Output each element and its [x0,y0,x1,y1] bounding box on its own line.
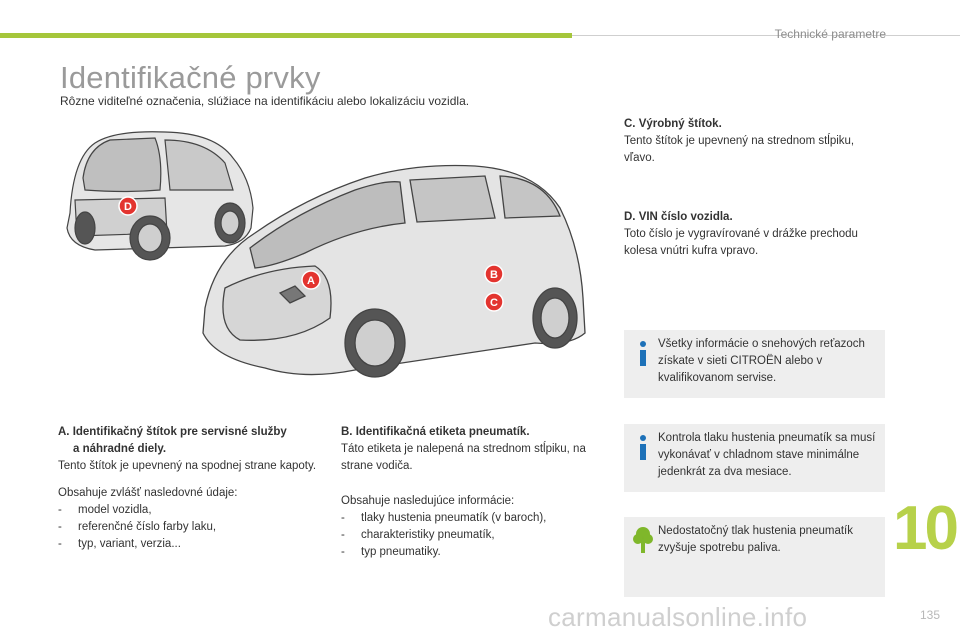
tree-icon [632,525,654,555]
eco-box-fuel-consumption [624,517,885,597]
info-icon [632,432,654,462]
marker-a [302,271,320,289]
header-divider [572,35,960,36]
list-item: - charakteristiky pneumatík, [341,527,603,544]
list-item: - referenčné číslo farby laku, [58,519,320,536]
marker-c-label: C [490,297,498,309]
section-b-list [341,510,603,561]
section-c [624,116,884,167]
watermark: carmanualsonline.info [548,602,808,632]
section-a-list-intro: Obsahuje zvlášť nasledovné údaje: [58,487,238,499]
section-a-text: Tento štítok je upevnený na spodnej strane kapoty. [58,460,317,472]
section-c-heading: C. Výrobný štítok. [624,118,722,130]
info-icon [632,338,654,368]
info-box-snow-chains [624,330,885,398]
section-a-heading: A. Identifikačný štítok pre servisné služby [58,426,287,438]
section-a [58,424,320,553]
marker-a-label: A [307,275,315,287]
section-d-text: Toto číslo je vygravírované v drážke prechodu kolesa vnútri kufra vpravo. [624,228,858,257]
section-d [624,209,884,260]
section-b-heading: B. Identifikačná etiketa pneumatík. [341,426,530,438]
header-accent-bar [0,33,572,38]
info-box-snow-chains-text: Všetky informácie o snehových reťazoch získate v sieti CITROËN alebo v kvalifikovanom servise. [658,338,865,384]
marker-b-label: B [490,269,498,281]
section-b [341,424,603,561]
section-title: Technické parametre [774,27,886,41]
section-c-text: Tento štítok je upevnený na strednom stĺpiku, vľavo. [624,135,855,164]
front-car-drawing [203,166,585,378]
list-item: - typ, variant, verzia... [58,536,320,553]
page-number: 135 [919,608,940,622]
car-illustration [55,118,610,418]
rear-car-drawing [67,132,253,260]
info-box-tire-pressure [624,424,885,492]
list-item: - typ pneumatiky. [341,544,603,561]
page-subtitle: Rôzne viditeľné označenia, slúžiace na identifikáciu alebo lokalizáciu vozidla. [60,94,470,108]
section-b-text: Táto etiketa je nalepená na strednom stĺpiku, na strane vodiča. [341,443,586,472]
list-item: - tlaky hustenia pneumatík (v baroch), [341,510,603,527]
marker-d [119,197,137,215]
marker-c [485,293,503,311]
marker-b [485,265,503,283]
list-item: - model vozidla, [58,502,320,519]
chapter-number: 10 [893,494,956,563]
info-box-tire-pressure-text: Kontrola tlaku hustenia pneumatík sa musí vykonávať v chladnom stave minimálne jedenkrát za dva mesiace. [658,432,876,478]
section-d-heading: D. VIN číslo vozidla. [624,211,733,223]
page-title: Identifikačné prvky [60,60,321,95]
section-a-heading-cont: a náhradné diely. [73,443,167,455]
eco-box-fuel-consumption-text: Nedostatočný tlak hustenia pneumatík zvyšuje spotrebu paliva. [658,525,853,554]
marker-d-label: D [124,201,132,213]
section-a-list [58,502,320,553]
section-b-list-intro: Obsahuje nasledujúce informácie: [341,495,515,507]
